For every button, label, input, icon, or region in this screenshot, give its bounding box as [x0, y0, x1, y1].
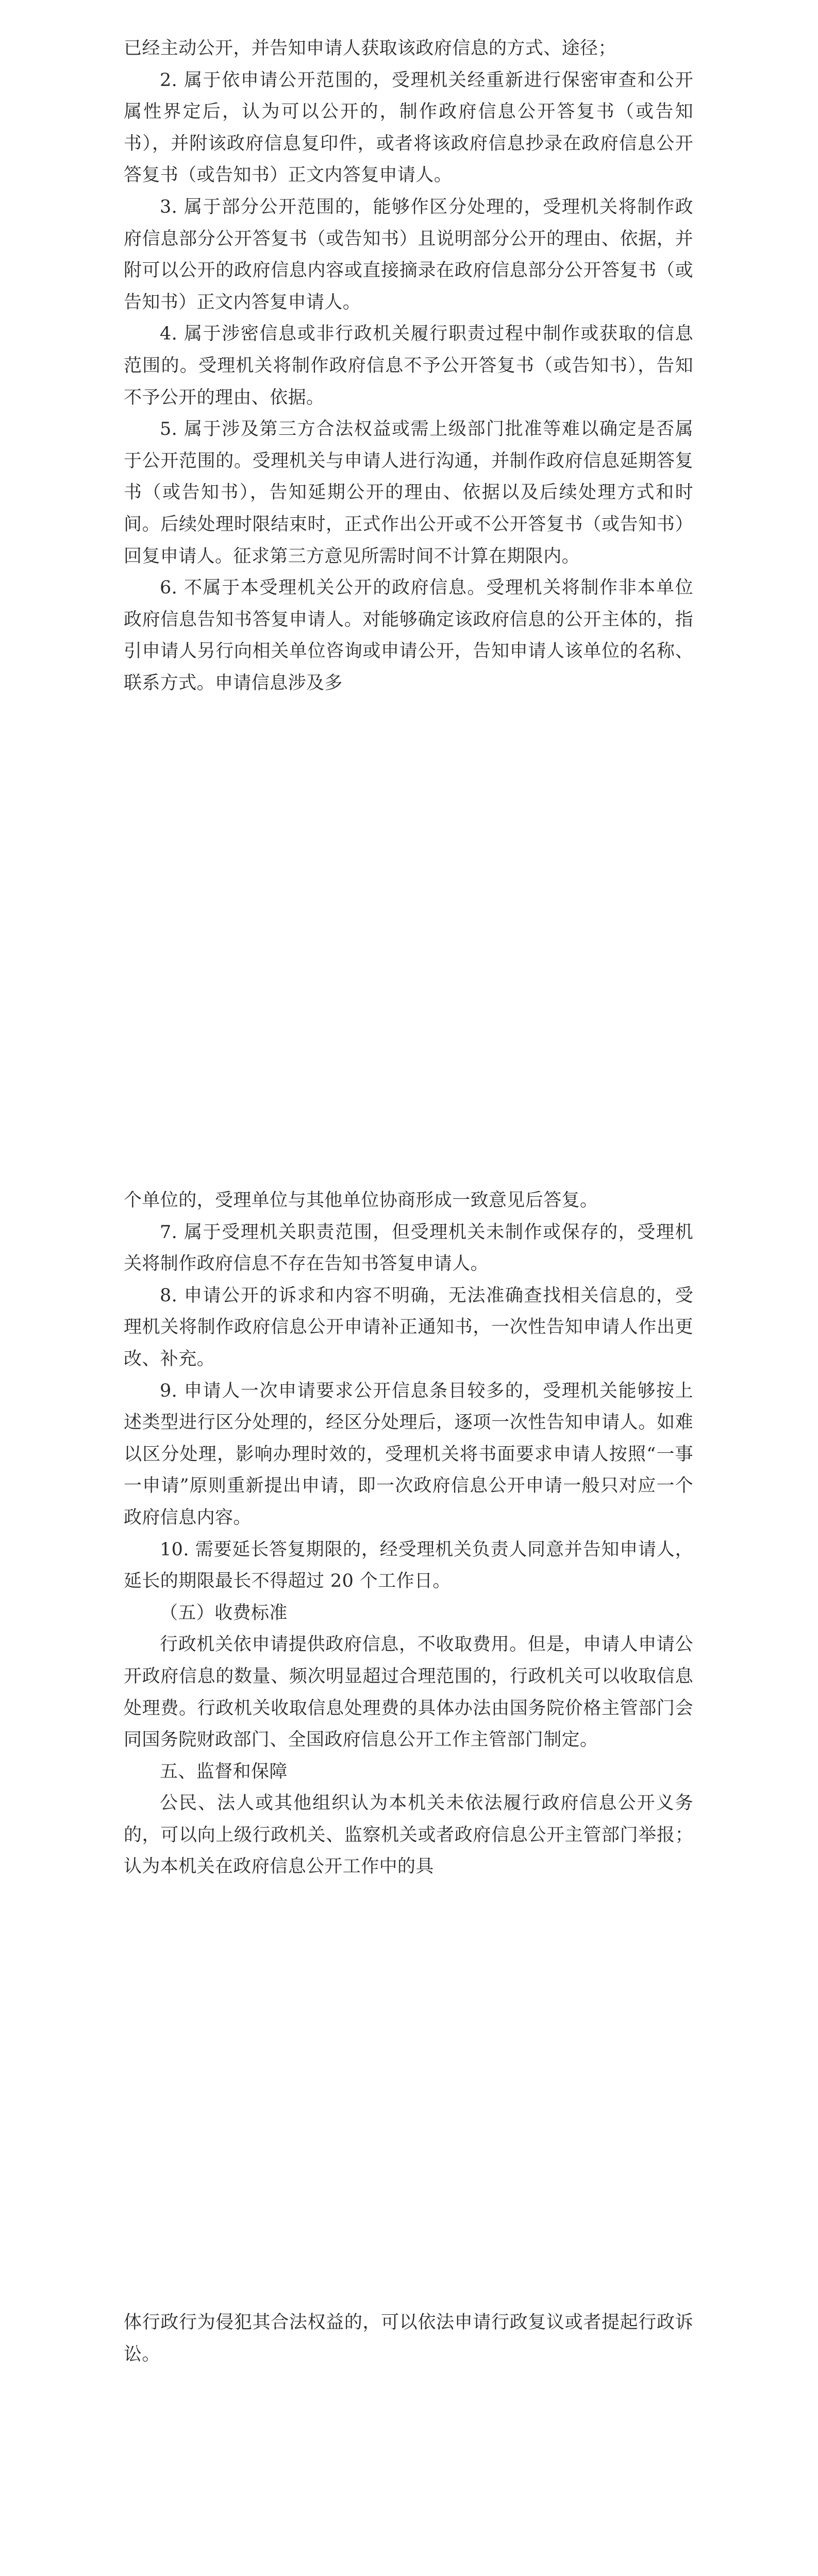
- paragraph-continuation: 体行政行为侵犯其合法权益的，可以依法申请行政复议或者提起行政诉讼。: [124, 2312, 693, 2365]
- text-segment-3: [124, 2307, 693, 2370]
- paragraph-item-10: 10. 需要延长答复期限的，经受理机关负责人同意并告知申请人，延长的期限最长不得超过 20 个工作日。: [124, 1539, 693, 1592]
- text-segment-2: [124, 1185, 693, 1883]
- section-heading-fees: （五）收费标准: [160, 1602, 288, 1623]
- paragraph-fees: 行政机关依申请提供政府信息，不收取费用。但是，申请人申请公开政府信息的数量、频次明显超过合理范围的，行政机关可以收取信息处理费。行政机关收取信息处理费的具体办法由国务院价格主管部门会同国务院财政部门、全国政府信息公开工作主管部门制定。: [124, 1634, 693, 1751]
- paragraph-item-3: 3. 属于部分公开范围的，能够作区分处理的，受理机关将制作政府信息部分公开答复书（或告知书）且说明部分公开的理由、依据，并附可以公开的政府信息内容或直接摘录在政府信息部分公开答复书（或告知书）正文内答复申请人。: [124, 196, 693, 313]
- paragraph-item-5: 5. 属于涉及第三方合法权益或需上级部门批准等难以确定是否属于公开范围的。受理机关与申请人进行沟通，并制作政府信息延期答复书（或告知书），告知延期公开的理由、依据以及后续处理方式和时间。后续处理时限结束时，正式作出公开或不公开答复书（或告知书）回复申请人。征求第三方意见所需时间不计算在期限内。: [124, 419, 693, 567]
- paragraph-item-9: 9. 申请人一次申请要求公开信息条目较多的，受理机关能够按上述类型进行区分处理的，经区分处理后，逐项一次性告知申请人。如难以区分处理，影响办理时效的，受理机关将书面要求申请人按照“一事一申请”原则重新提出申请，即一次政府信息公开申请一般只对应一个政府信息内容。: [124, 1380, 693, 1528]
- paragraph-item-4: 4. 属于涉密信息或非行政机关履行职责过程中制作或获取的信息范围的。受理机关将制作政府信息不予公开答复书（或告知书），告知不予公开的理由、依据。: [124, 324, 693, 408]
- paragraph-item-2: 2. 属于依申请公开范围的，受理机关经重新进行保密审查和公开属性界定后，认为可以公开的，制作政府信息公开答复书（或告知书），并附该政府信息复印件，或者将该政府信息抄录在政府信息公开答复书（或告知书）正文内答复申请人。: [124, 70, 693, 186]
- paragraph-supervision: 公民、法人或其他组织认为本机关未依法履行政府信息公开义务的，可以向上级行政机关、监察机关或者政府信息公开主管部门举报；认为本机关在政府信息公开工作中的具: [124, 1793, 693, 1877]
- section-heading-supervision: 五、监督和保障: [160, 1761, 288, 1782]
- paragraph-item-6: 6. 不属于本受理机关公开的政府信息。受理机关将制作非本单位政府信息告知书答复申请人。对能够确定该政府信息的公开主体的，指引申请人另行向相关单位咨询或申请公开，告知申请人该单位的名称、联系方式。申请信息涉及多: [124, 578, 693, 693]
- paragraph-item-8: 8. 申请公开的诉求和内容不明确，无法准确查找相关信息的，受理机关将制作政府信息公开申请补正通知书，一次性告知申请人作出更改、补充。: [124, 1285, 693, 1369]
- paragraph-item-7: 7. 属于受理机关职责范围，但受理机关未制作或保存的，受理机关将制作政府信息不存在告知书答复申请人。: [124, 1222, 693, 1275]
- paragraph-continuation: 已经主动公开，并告知申请人获取该政府信息的方式、途径；: [124, 38, 616, 59]
- paragraph-continuation: 个单位的，受理单位与其他单位协商形成一致意见后答复。: [124, 1190, 598, 1211]
- text-segment-1: [124, 33, 693, 699]
